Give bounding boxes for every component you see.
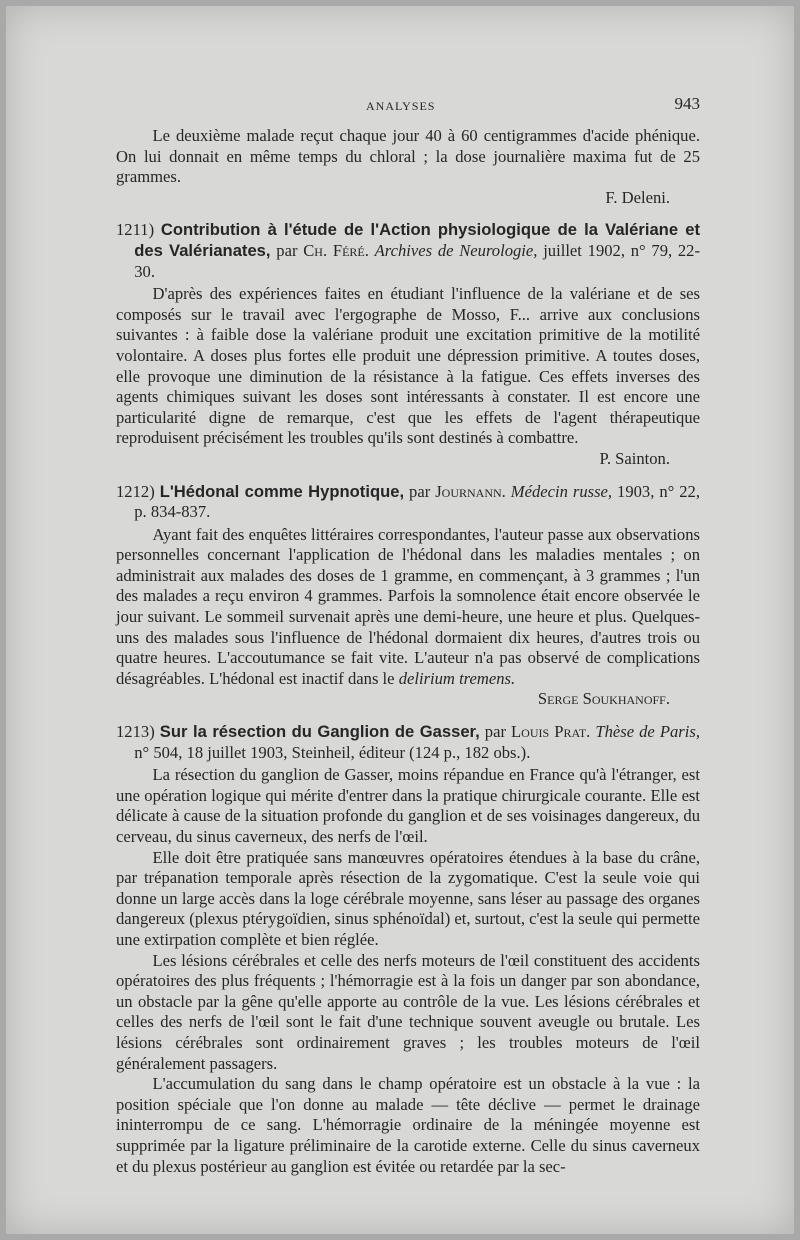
page-number: 943 bbox=[674, 94, 700, 113]
entry-paragraph-text: Ayant fait des enquêtes littéraires correspondantes, l'auteur passe aux observations personnelles concernant l'application de l'hédonal dans les maladies mentales ; on administrait aux malades des doses de 1 gramme, en commençant, à 3 grammes ; l'un des malades a reçu environ 4 grammes. Parfois la somnolence était encore observée le jour suivant. Le sommeil survenait après une demi-heure, une heure et plus. Quelques-uns des malades sous l'influence de l'hédonal dormaient dix heures, d'autres trois ou quatre heures. L'accoutumance se fait vite. L'auteur n'a pas observé de complications désagréables. L'hédonal est inactif dans le bbox=[116, 524, 700, 688]
entry-number: 1211) bbox=[116, 220, 155, 240]
entry-paragraph bbox=[116, 524, 700, 709]
running-head bbox=[116, 94, 700, 116]
entry-title: L'Hédonal comme Hypnotique, bbox=[159, 481, 405, 501]
entry-by: par bbox=[276, 240, 298, 260]
entry-paragraph: D'après des expériences faites en étudiant l'influence de la valériane et de ses composés sur le travail avec l'ergographe de Mosso, F... arrive aux conclusions suivantes : à faible dose la valériane produit une excitation primitive de la motilité volontaire. A doses plus fortes elle produit une dépression primitive. A toutes doses, elle provoque une diminution de la résistance à la fatigue. Ces effets inverses des agents chimiques suivant les doses sont intéressants à constater. Il est encore une particularité digne de remarque, c'est que les effets de l'agent thérapeutique reproduisent précisément les troubles qu'ils sont destinés à combattre. bbox=[116, 284, 700, 448]
page bbox=[6, 6, 794, 1234]
entry-signature: P. Sainton. bbox=[599, 448, 670, 468]
entry-reference: n° 504, 18 juillet 1903, Steinheil, éditeur (124 p., 182 obs.). bbox=[134, 742, 531, 762]
entry-author: Ch. Féré. bbox=[303, 240, 369, 260]
entry-paragraph: Les lésions cérébrales et celle des nerfs moteurs de l'œil constituent des accidents opératoires des plus fréquents ; l'hémorragie est à la fois un danger par son abondance, un obstacle par la gêne qu'elle apporte au contrôle de la vue. Les lésions cérébrales et celles des nerfs de l'œil sont le fait d'une technique souvent aveugle ou brutale. Les lésions cérébrales sont ordinairement graves ; les troubles moteurs de l'œil généralement passagers. bbox=[116, 950, 700, 1073]
entry-1212-heading bbox=[116, 482, 700, 523]
text-body bbox=[116, 126, 700, 1177]
entry-by: par bbox=[484, 722, 506, 742]
entry-paragraph: La résection du ganglion de Gasser, moins répandue en France qu'à l'étranger, est une opération logique qui mérite d'entrer dans la pratique chirurgicale courante. Elle est délicate à cause de la situation profonde du ganglion et de ses voisinages dangereux, du cerveau, du sinus caverneux, des nerfs de l'œil. bbox=[116, 765, 700, 846]
entry-source: Archives de Neurologie, bbox=[374, 240, 538, 260]
entry-author: Louis Prat. bbox=[511, 722, 591, 742]
entry-number: 1213) bbox=[116, 722, 155, 742]
entry-source: Médecin russe, bbox=[510, 481, 613, 501]
entry-author: Journann. bbox=[435, 481, 506, 501]
running-title: ANALYSES bbox=[366, 99, 436, 113]
entry-signature: Serge Soukhanoff. bbox=[537, 689, 670, 709]
entry-by: par bbox=[409, 481, 431, 501]
entry-paragraph: Elle doit être pratiquée sans manœuvres opératoires étendues à la base du crâne, par trépanation temporale après résection de la zygomatique. C'est la seule voie qui donne un large accès dans la loge cérébrale moyenne, sans léser au passage des organes dangereux (plexus ptérygoïdien, sinus sphénoïdal) et, surtout, c'est la seule qui permette une extirpation complète et bien réglée. bbox=[116, 847, 700, 949]
entry-closing-italic: delirium tremens. bbox=[398, 668, 516, 688]
intro-signature: F. Deleni. bbox=[605, 187, 670, 207]
entry-title: Contribution à l'étude de l'Action physiologique de la Valériane et des Valérianates, bbox=[134, 220, 700, 260]
entry-title: Sur la résection du Ganglion de Gasser, bbox=[159, 722, 480, 742]
entry-1211-heading bbox=[116, 220, 700, 282]
entry-number: 1212) bbox=[116, 481, 155, 501]
entry-reference: juillet 1902, n° 79, 22-30. bbox=[134, 240, 700, 281]
entry-source: Thèse de Paris, bbox=[595, 722, 700, 742]
intro-paragraph bbox=[116, 126, 700, 188]
entry-reference: 1903, n° 22, p. 834-837. bbox=[134, 481, 700, 522]
entry-1213-heading bbox=[116, 722, 700, 763]
entry-paragraph: L'accumulation du sang dans le champ opératoire est un obstacle à la vue : la position spéciale que l'on donne au malade — tête déclive — permet le drainage ininterrompu de ce sang. L'hémorragie ordinaire de la méningée moyenne est supprimée par la ligature préliminaire de la carotide externe. Celle du sinus caverneux et du plexus postérieur au ganglion est évitée ou retardée par la sec- bbox=[116, 1074, 700, 1176]
intro-text: Le deuxième malade reçut chaque jour 40 à 60 centigrammes d'acide phénique. On lui donnait en même temps du chloral ; la dose journalière maxima fut de 25 grammes. bbox=[116, 126, 700, 187]
